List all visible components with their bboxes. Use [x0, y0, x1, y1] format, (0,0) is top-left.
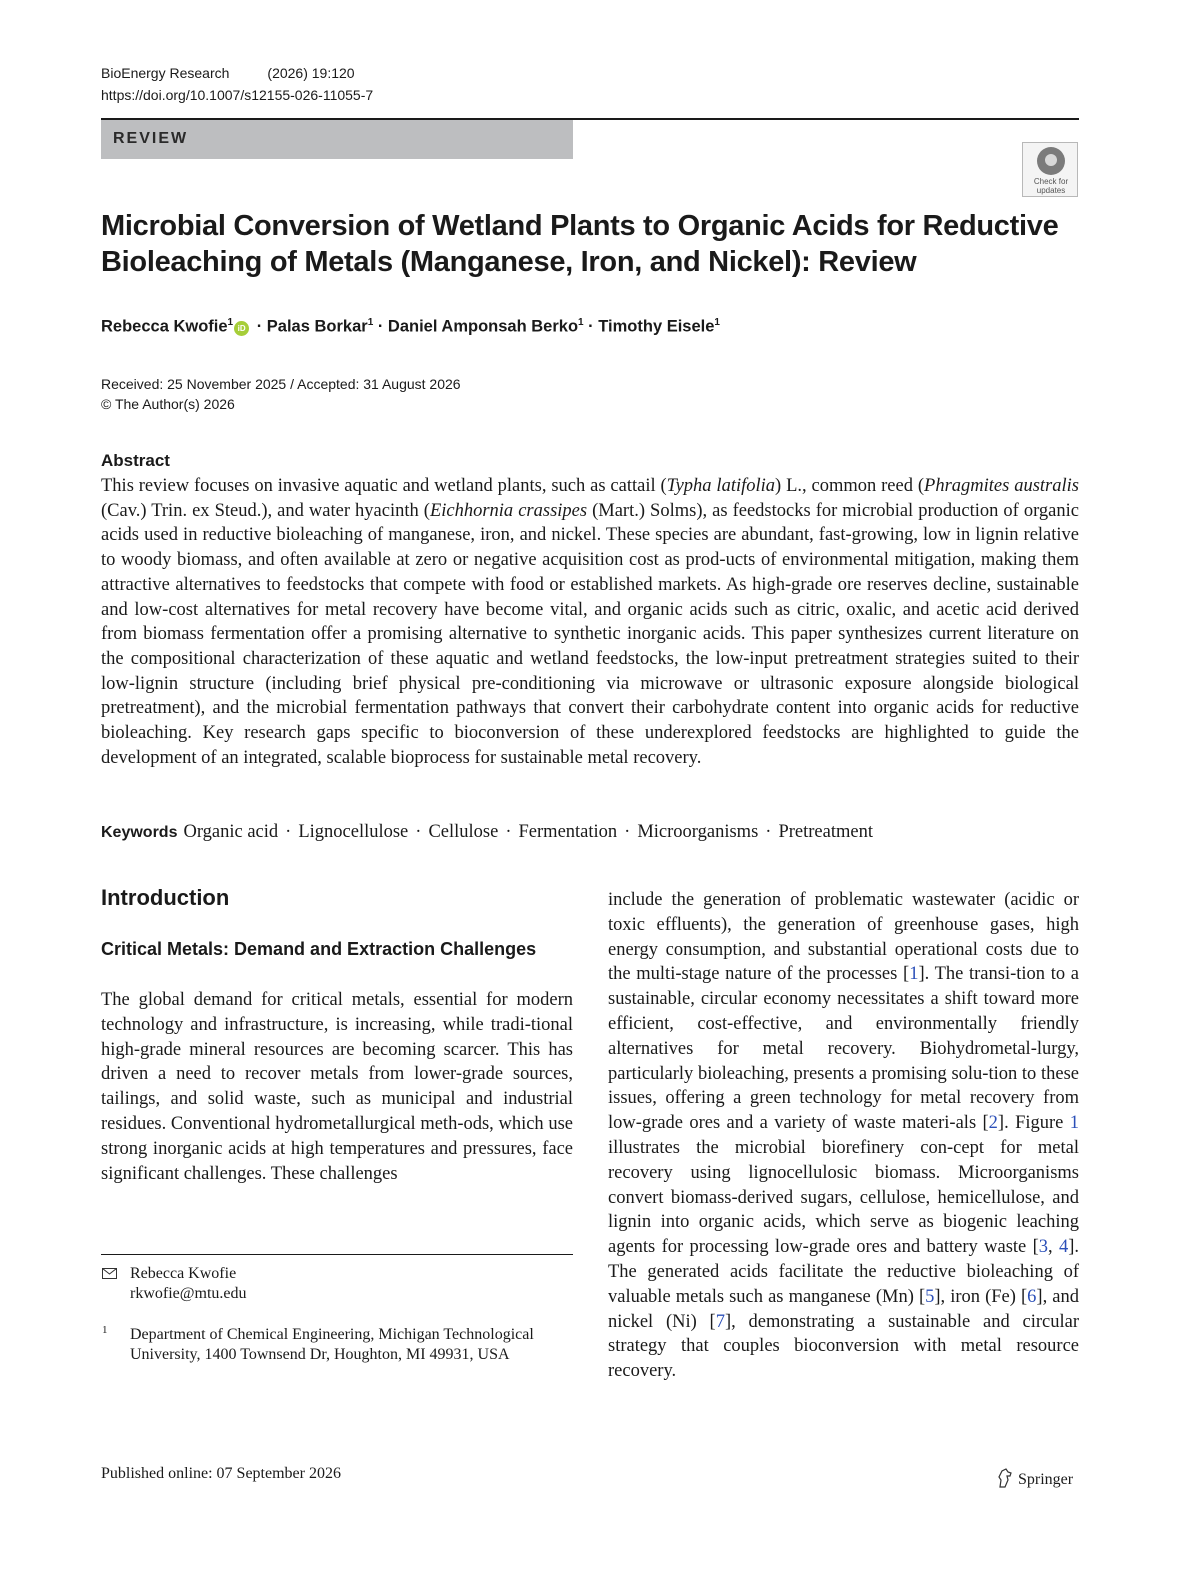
body-text-segment: , [1048, 1237, 1059, 1258]
body-text-segment: ], and nickel (Ni) [ [608, 1286, 1079, 1332]
keyword-separator: · [415, 822, 422, 842]
body-text-segment: illustrates the microbial biorefinery con-cept for metal recovery using lignocellulosic biomass. Microorganisms convert biomass-derived sugars, cellulose, hemicellulose, and lignin into organic acids, which serve as biogenic leaching agents for processing low-grade ores and battery waste [ [608, 1137, 1079, 1258]
author-separator: · [583, 317, 599, 336]
body-text-segment: include the generation of problematic wastewater (acidic or toxic effluents), the generation of greenhouse gases, high energy consumption, and substantial operational costs due to the multi-stage nature of the processes [ [608, 890, 1079, 985]
reference-link[interactable]: 4 [1058, 1237, 1069, 1258]
envelope-icon [102, 1268, 117, 1279]
body-text-segment: ]. The transi-tion to a sustainable, circular economy necessitates a shift toward more efficient, cost-effective, and environmentally friendly alternatives for metal recovery. Biohydrometal-lurgy, particularly bioleaching, presents a promising solu-tion to these issues, offering a green technology for metal recovery from low-grade ores and a variety of waste materi-als [ [608, 964, 1079, 1134]
check-for-updates-button[interactable] [1022, 142, 1078, 197]
check-for-updates-label: Check for updates [1033, 177, 1069, 195]
article-type-banner [101, 120, 573, 159]
affiliation-marker: 1 [578, 317, 584, 328]
affiliation-marker: 1 [714, 317, 720, 328]
abstract-text-segment: ) L., common reed ( [775, 476, 925, 496]
abstract-heading: Abstract [101, 451, 170, 470]
reference-link[interactable]: 7 [715, 1311, 725, 1332]
author-separator: · [373, 317, 388, 336]
keyword: Fermentation [518, 822, 618, 842]
journal-citation [101, 64, 355, 83]
corresponding-author-name: Rebecca Kwofie [130, 1265, 237, 1282]
author-separator: · [252, 317, 267, 336]
keyword: Pretreatment [778, 822, 873, 842]
species-name: Eichhornia crassipes [429, 500, 588, 521]
reference-link[interactable]: 3 [1038, 1237, 1048, 1258]
abstract-text-segment: (Mart.) Solms), as feedstocks for microbial production of organic acids used in reductive bioleaching of manganese, iron, and nickel. These species are abundant, fast-growing, low in lignin relative to woody biomass, and often available at zero or negative acquisition cost as prod-ucts of environmental mitigation, making them attractive alternatives to feedstocks that compete with food or established markets. As high-grade ore reserves decline, sustainable and low-cost alternatives for metal recovery have become vital, and organic acids such as citric, oxalic, and acetic acid derived from biomass fermentation offer a promising alternative to synthetic inorganic acids. This paper synthesizes current literature on the compositional characterization of these aquatic and wetland feedstocks, the low-input pretreatment strategies suited to their low-lignin structure (including brief physical pre-conditioning via microwave or ultrasonic exposure alongside biological pretreatment), and the microbial fermentation pathways that convert their carbohydrate content into organic acids for reductive bioleaching. Key research gaps specific to bioconversion of these underexplored feedstocks are highlighted to guide the development of an integrated, scalable bioprocess for sustainable metal recovery. [101, 500, 1079, 768]
keyword: Organic acid [183, 822, 279, 842]
affiliation-number: 1 [102, 1324, 108, 1336]
subsection-heading: Critical Metals: Demand and Extraction Challenges [101, 939, 537, 959]
bookmark-check-icon [1037, 147, 1065, 175]
abstract-text-segment: This review focuses on invasive aquatic and wetland plants, such as cattail ( [101, 476, 667, 496]
title-line-2: Bioleaching of Metals (Manganese, Iron, and Nickel): Review [101, 246, 917, 278]
keyword: Lignocellulose [298, 822, 409, 842]
affiliation-text: Department of Chemical Engineering, Michigan Technological University, 1400 Townsend Dr, Houghton, MI 49931, USA [130, 1326, 534, 1363]
keyword-separator: · [505, 822, 512, 842]
keyword-separator: · [765, 822, 772, 842]
abstract-text-segment: (Cav.) Trin. ex Steud.), and water hyacinth ( [101, 500, 430, 521]
body-text-segment: ]. The generated acids facilitate the reductive bioleaching of valuable metals such as manganese (Mn) [ [608, 1237, 1079, 1307]
species-name: Phragmites australis [924, 476, 1079, 496]
body-text-segment: ], demonstrating a sustainable and circular strategy that couples bioconversion with metal resource recovery. [608, 1311, 1079, 1382]
abstract-text [101, 474, 1079, 770]
figure-link[interactable]: 1 [1069, 1113, 1079, 1134]
orcid-icon[interactable]: iD [234, 321, 249, 336]
author-list [101, 312, 1081, 338]
copyright-notice: © The Author(s) 2026 [101, 396, 235, 412]
body-paragraph-left: The global demand for critical metals, essential for modern technology and infrastructure, is increasing, while tradi-tional high-grade mineral resources are becoming scarcer. This has driven a need to recover metals from lower-grade sources, tailings, and solid waste, such as municipal and industrial residues. Conventional hydrometallurgical meth-ods, which use strong inorganic acids at high temperatures and pressures, face significant challenges. These challenges [101, 990, 573, 1184]
reference-link[interactable]: 5 [925, 1286, 935, 1307]
corresponding-author-email[interactable]: rkwofie@mtu.edu [130, 1285, 247, 1302]
title-line-1: Microbial Conversion of Wetland Plants to Organic Acids for Reductive [101, 210, 1059, 242]
article-type-label: REVIEW [113, 130, 189, 147]
affiliation-marker: 1 [367, 317, 374, 328]
footnote-rule [101, 1254, 573, 1255]
reference-link[interactable]: 1 [909, 964, 919, 985]
body-text-segment: ]. Figure [997, 1113, 1070, 1134]
doi-link[interactable]: https://doi.org/10.1007/s12155-026-11055-7 [101, 87, 374, 103]
section-heading: Introduction [101, 885, 230, 910]
keywords [101, 820, 1079, 845]
published-online: Published online: 07 September 2026 [101, 1465, 341, 1482]
article-title [101, 208, 1061, 280]
journal-name: BioEnergy Research [101, 65, 230, 81]
reference-link[interactable]: 2 [988, 1113, 998, 1134]
species-name: Typha latifolia [666, 476, 776, 496]
received-accepted: Received: 25 November 2025 / Accepted: 31 August 2026 [101, 376, 461, 392]
corresponding-author [130, 1264, 246, 1304]
author-name[interactable]: Daniel Amponsah Berko [387, 317, 579, 336]
citation: (2026) 19:120 [267, 65, 355, 81]
author-name[interactable]: Rebecca Kwofie [101, 317, 228, 336]
affiliation-marker: 1 [227, 317, 234, 328]
body-paragraph-right [608, 888, 1079, 1384]
author-name[interactable]: Palas Borkar [266, 317, 368, 336]
keyword-separator: · [624, 822, 631, 842]
publisher-name: Springer [1018, 1471, 1074, 1488]
body-text-segment: ], iron (Fe) [ [934, 1286, 1028, 1307]
keyword: Microorganisms [637, 822, 759, 842]
keywords-heading: Keywords [101, 824, 178, 841]
keyword-separator: · [285, 822, 292, 842]
reference-link[interactable]: 6 [1027, 1286, 1037, 1307]
author-name[interactable]: Timothy Eisele [598, 317, 715, 336]
publisher-logo[interactable] [996, 1468, 1073, 1489]
keyword: Cellulose [428, 822, 499, 842]
article-dates [101, 374, 461, 414]
springer-horse-icon [996, 1468, 1014, 1488]
